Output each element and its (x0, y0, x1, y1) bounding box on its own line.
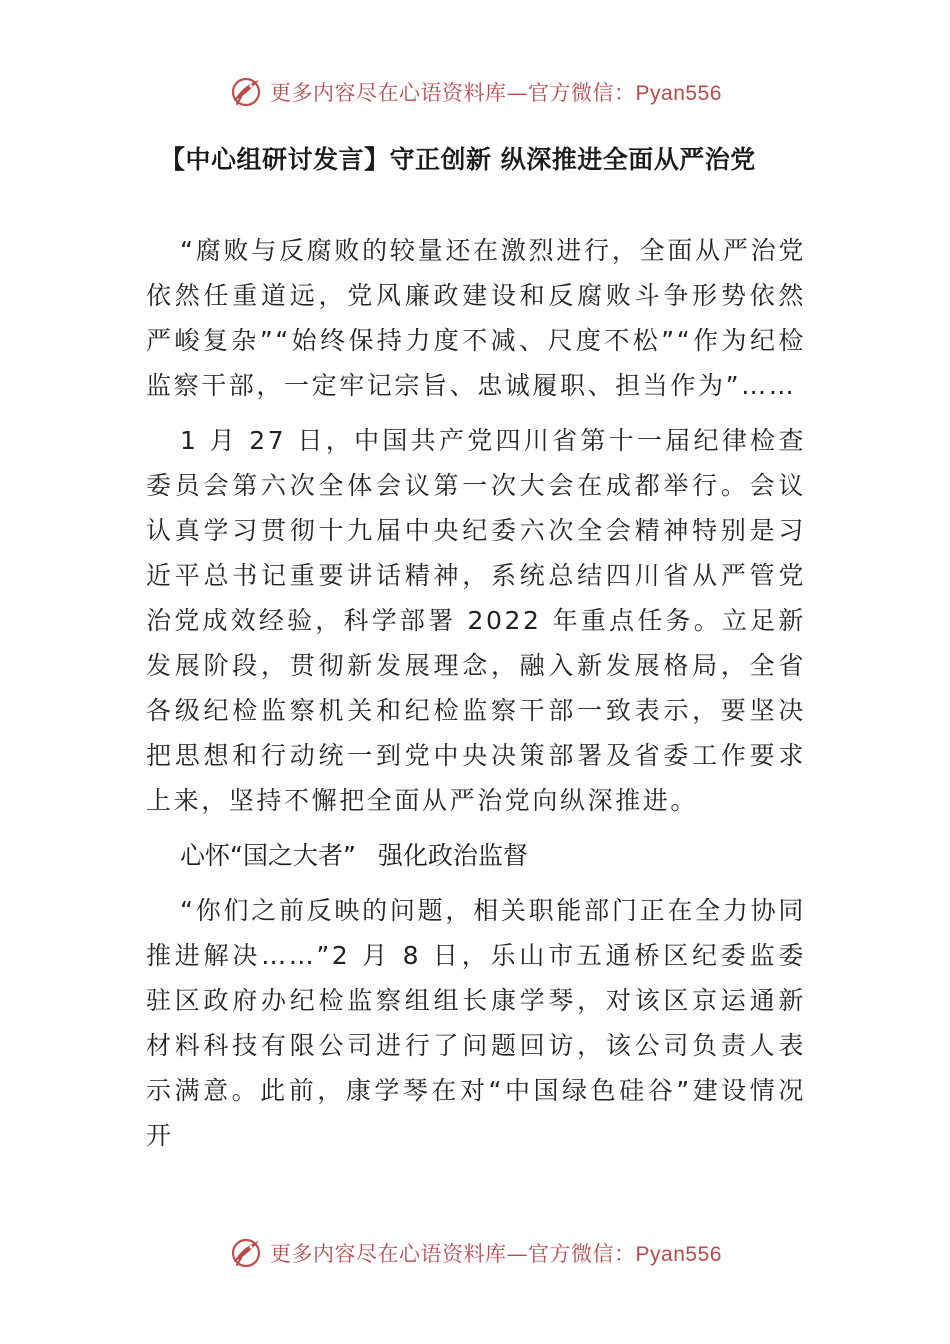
wechat-id: Pyan556 (635, 82, 722, 105)
document-title: 【中心组研讨发言】守正创新 纵深推进全面从严治党 (160, 145, 756, 174)
subheading-part-2: 强化政治监督 (377, 841, 528, 870)
section-subheading (146, 833, 806, 878)
pen-nib-logo-icon (228, 1235, 264, 1271)
document-body (146, 228, 806, 1158)
watermark-text: 更多内容尽在心语资料库—官方微信：Pyan556 (270, 81, 722, 105)
watermark-text: 更多内容尽在心语资料库—官方微信：Pyan556 (270, 1242, 722, 1266)
paragraph-2: 1 月 27 日，中国共产党四川省第十一届纪律检查委员会第六次全体会议第一次大会在成都举行。会议认真学习贯彻十九届中央纪委六次全会精神特别是习近平总书记重要讲话精神，系统总结四川省从严管党治党成效经验，科学部署 2022 年重点任务。立足新发展阶段，贯彻新发展理念，融入新发展格局，全省各级纪检监察机关和纪检监察干部一致表示，要坚决把思想和行动统一到党中央决策部署及省委工作要求上来，坚持不懈把全面从严治党向纵深推进。 (146, 426, 806, 815)
pen-nib-logo-icon (228, 74, 264, 110)
footer-watermark (0, 1233, 950, 1273)
paragraph-3: “你们之前反映的问题，相关职能部门正在全力协同推进解决……”2 月 8 日，乐山市五通桥区纪委监委驻区政府办纪检监察组组长康学琴，对该区京运通新材料科技有限公司进行了问题回访，该公司负责人表示满意。此前，康学琴在对“中国绿色硅谷”建设情况开 (146, 896, 806, 1150)
subheading-part-1: 心怀“国之大者” (180, 841, 356, 870)
header-watermark (0, 72, 950, 112)
paragraph-1: “腐败与反腐败的较量还在激烈进行，全面从严治党依然任重道远，党风廉政建设和反腐败斗争形势依然严峻复杂”“始终保持力度不减、尺度不松”“作为纪检监察干部，一定牢记宗旨、忠诚履职、担当作为”…… (146, 236, 806, 400)
wechat-id: Pyan556 (635, 1243, 722, 1266)
